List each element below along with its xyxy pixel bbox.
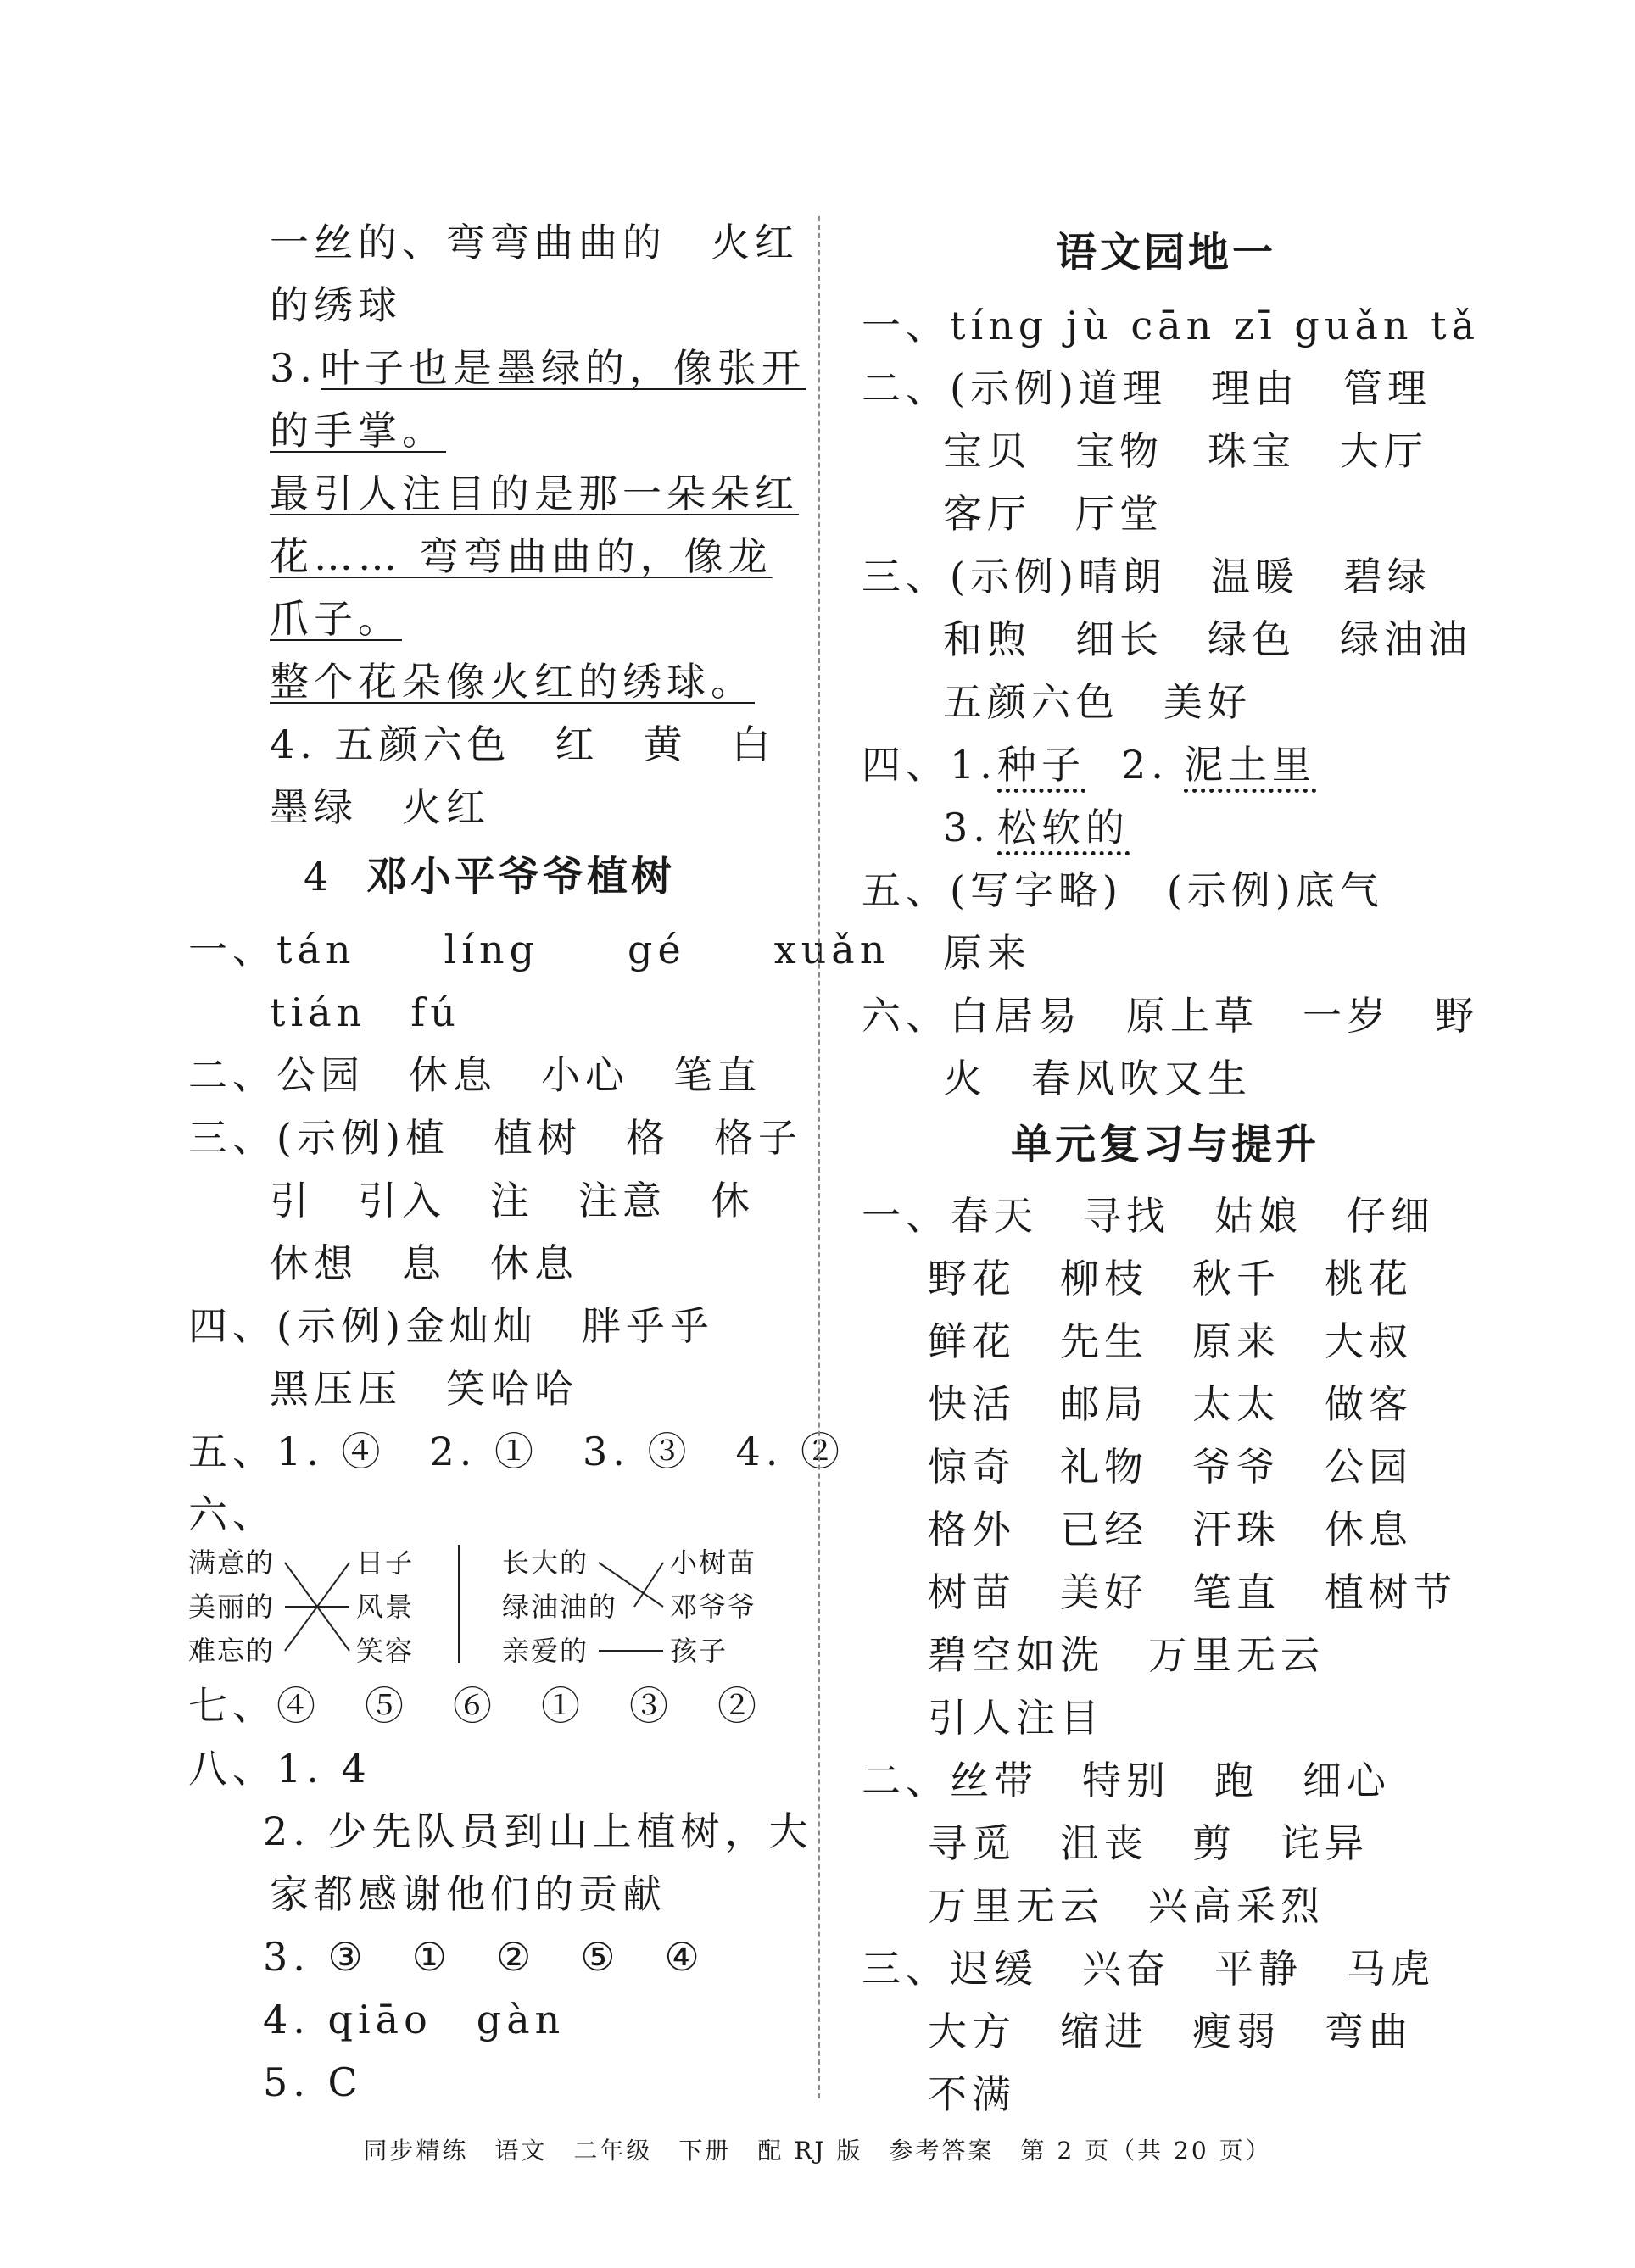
answer-line: 宝贝 宝物 珠宝 大厅 [943,428,1428,474]
match-word: 风景 [356,1591,415,1623]
match-word: 小树苗 [670,1546,757,1579]
answer-line: 引 引入 注 注意 休 [270,1178,755,1223]
answer-line: 五、1. ④ 2. ① 3. ③ 4. ② [188,1429,845,1474]
underlined-sentence: 爪子。 [270,596,402,642]
dotted-answer: 种子 [997,742,1085,788]
page-footer: 同步精练 语文 二年级 下册 配 RJ 版 参考答案 第 2 页（共 20 页） [363,2137,1272,2165]
answer-line: 四、(示例)金灿灿 胖乎乎 [188,1303,714,1349]
answer-line: 的绣球 [270,282,402,328]
answer-line: 万里无云 兴高采烈 [928,1883,1325,1929]
answer-line: 和煦 细长 绿色 绿油油 [943,616,1472,662]
section-title: 单元复习与提升 [1011,1121,1320,1168]
match-word: 邓爷爷 [670,1591,757,1623]
match-word: 绿油油的 [502,1591,618,1623]
answer-line: 引人注目 [928,1695,1104,1741]
answer-number: 3. [270,345,317,391]
answer-line: 快活 邮局 太太 做客 [928,1381,1413,1427]
match-line [599,1563,663,1607]
lesson-title: 邓小平爷爷植树 [366,853,676,900]
answer-line: 一丝的、弯弯曲曲的 火红 [270,220,799,265]
answer-line: 3. [943,805,990,850]
answer-line: 黑压压 笑哈哈 [270,1366,578,1412]
match-word: 美丽的 [188,1591,276,1623]
answer-line: 六、白居易 原上草 一岁 野 [862,993,1479,1039]
answer-line: 2. [1121,742,1169,788]
answer-line: 八、1. 4 [188,1746,371,1792]
lesson-number: 4 [304,854,334,900]
section-title: 语文园地一 [1056,229,1277,276]
answer-line: 休想 息 休息 [270,1240,578,1286]
match-word: 笑容 [356,1635,415,1667]
answer-line: 二、丝带 特别 跑 细心 [862,1758,1391,1803]
answer-line: 一、tán líng gé xuǎn [188,927,890,972]
column-divider [818,216,820,2098]
answer-line: 碧空如洗 万里无云 [928,1632,1325,1678]
underlined-sentence: 最引人注目的是那一朵朵红 [270,471,799,516]
answer-line: 大方 缩进 瘦弱 弯曲 [928,2009,1413,2054]
answer-line: 格外 已经 汗珠 休息 [928,1507,1413,1552]
answer-line: 墨绿 火红 [270,784,490,830]
match-word: 孩子 [670,1635,728,1667]
answer-line: 三、(示例)植 植树 格 格子 [188,1115,802,1161]
answer-line: 六、 [188,1491,276,1537]
underlined-sentence: 的手掌。 [270,408,446,454]
match-word: 难忘的 [188,1635,276,1667]
answer-line: 鲜花 先生 原来 大叔 [928,1318,1413,1364]
answer-line: 客厅 厅堂 [943,491,1163,537]
answer-line: 5. C [263,2059,363,2105]
match-word: 日子 [356,1546,415,1579]
answer-line: 不满 [928,2071,1016,2117]
answer-line: 野花 柳枝 秋千 桃花 [928,1256,1413,1301]
dotted-answer: 松软的 [997,805,1130,850]
answer-line: 七、④ ⑤ ⑥ ① ③ ② [188,1683,762,1729]
answer-line: 原来 [943,930,1031,976]
match-line [634,1563,663,1607]
answer-line: tián fú [270,989,460,1035]
answer-line: 五颜六色 美好 [943,679,1252,725]
match-word: 长大的 [502,1546,589,1579]
match-word: 满意的 [188,1546,276,1579]
answer-line: 4. qiāo gàn [263,1997,566,2042]
answer-line: 惊奇 礼物 爷爷 公园 [928,1444,1413,1490]
dotted-answer: 泥土里 [1184,742,1316,788]
answer-line: 家都感谢他们的贡献 [270,1871,667,1917]
underlined-sentence: 叶子也是墨绿的，像张开 [321,345,806,391]
answer-line: 4. 五颜六色 红 黄 白 [270,722,776,767]
match-word: 亲爱的 [502,1635,589,1667]
answer-line: 一、春天 寻找 姑娘 仔细 [862,1193,1435,1239]
answer-line: 一、tíng jù cān zī guǎn tǎ [862,303,1481,348]
answer-line: 三、(示例)晴朗 温暖 碧绿 [862,554,1431,599]
answer-line: 四、1. [862,742,997,788]
answer-line: 2. 少先队员到山上植树，大 [263,1808,813,1854]
answer-line: 二、公园 休息 小心 笔直 [188,1052,762,1098]
answer-line: 五、(写字略) (示例)底气 [862,867,1384,913]
underlined-sentence: 花…… 弯弯曲曲的，像龙 [270,533,773,579]
answer-line: 三、迟缓 兴奋 平静 马虎 [862,1946,1435,1992]
answer-line: 3. ③ ① ② ⑤ ④ [263,1934,705,1980]
answer-line: 寻觅 沮丧 剪 诧异 [928,1820,1369,1866]
answer-line: 火 春风吹又生 [943,1056,1252,1101]
answer-line: 树苗 美好 笔直 植树节 [928,1569,1457,1615]
underlined-sentence: 整个花朵像火红的绣球。 [270,659,755,705]
answer-line: 二、(示例)道理 理由 管理 [862,365,1431,411]
